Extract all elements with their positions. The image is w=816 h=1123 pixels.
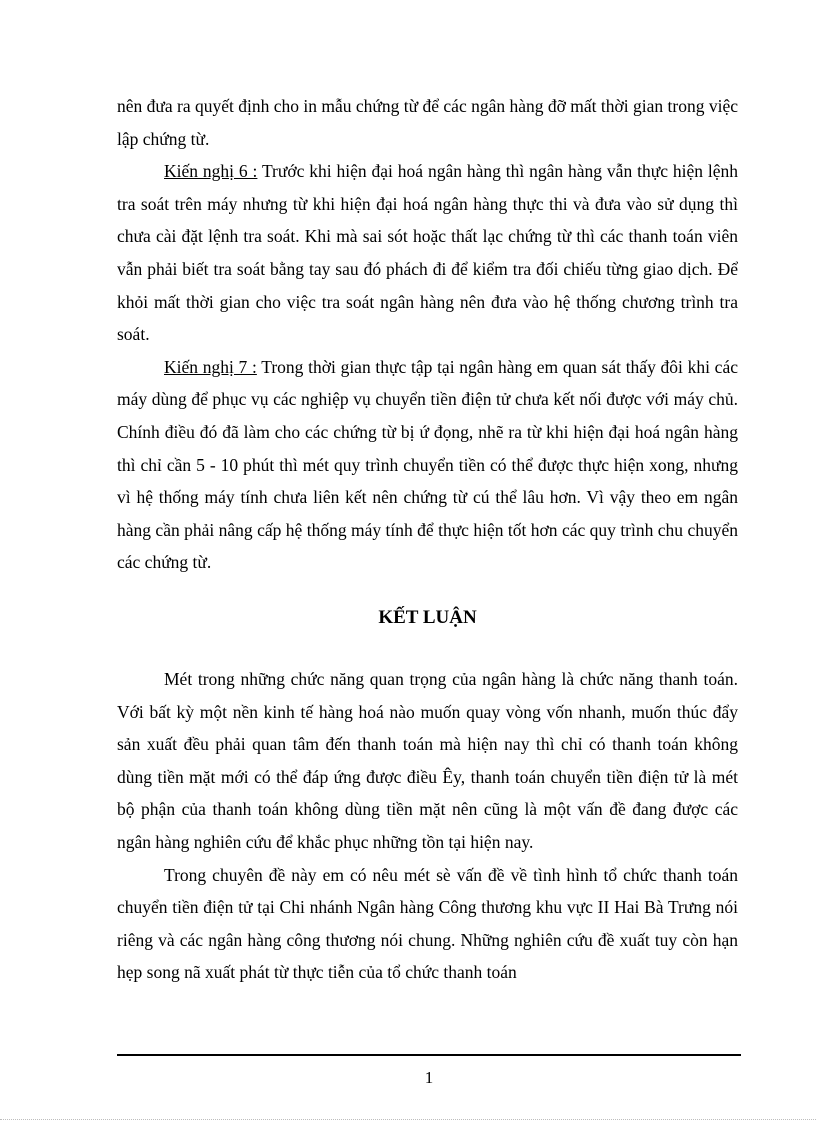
kien-nghi-7-text: Trong thời gian thực tập tại ngân hàng em quan sát thấy đôi khi các máy dùng để phục vụ các nghiệp vụ chuyển tiền điện tử chưa kết nối được với máy chủ. Chính điều đó đã làm cho các chứng từ bị ứ đọng, nhẽ ra từ khi hiện đại hoá ngân hàng thì chỉ cần 5 - 10 phút thì mét quy trình chuyển tiền có thể được thực hiện xong, nhưng vì hệ thống máy tính chưa liên kết nên chứng từ cú thể lâu hơn. Vì vậy theo em ngân hàng cần phải nâng cấp hệ thống máy tính để thực hiện tốt hơn các quy trình chu chuyển các chứng từ.	[117, 356, 738, 573]
conclusion-paragraph-1: Mét trong những chức năng quan trọng của ngân hàng là chức năng thanh toán. Với bất kỳ một nền kinh tế hàng hoá nào muốn quay vòng vốn nhanh, muốn thúc đẩy sản xuất đều phải quan tâm đến thanh toán mà hiện nay thì chỉ có thanh toán không dùng tiền mặt mới có thể đáp ứng được điều Êy, thanh toán chuyển tiền điện tử là mét bộ phận của thanh toán không dùng tiền mặt nên cũng là một vấn đề đang được các ngân hàng nghiên cứu để khắc phục những tồn tại hiện nay.	[117, 669, 738, 852]
kien-nghi-6-text: Trước khi hiện đại hoá ngân hàng thì ngân hàng vẫn thực hiện lệnh tra soát trên máy nhưng từ khi hiện đại hoá ngân hàng thực thi và đưa vào sử dụng thì chưa cài đặt lệnh tra soát. Khi mà sai sót hoặc thất lạc chứng từ thì các thanh toán viên vẫn phải biết tra soát bằng tay sau đó phách đi để kiểm tra đối chiếu từng giao dịch. Để khỏi mất thời gian cho việc tra soát ngân hàng nên đưa vào hệ thống chương trình tra soát.	[117, 161, 738, 345]
kien-nghi-7-label: Kiến nghị 7 :	[164, 356, 257, 377]
body-section-recommendations	[117, 90, 738, 579]
paragraph-kien-nghi-6	[117, 155, 738, 351]
paragraph-kien-nghi-7	[117, 351, 738, 579]
conclusion-paragraph-2: Trong chuyên đề này em có nêu mét sè vấn đề về tình hình tổ chức thanh toán chuyển tiền điện tử tại Chi nhánh Ngân hàng Công thương khu vực II Hai Bà Trưng nói riêng và các ngân hàng công thương nói chung. Những nghiên cứu đề xuất tuy còn hạn hẹp song nã xuất phát từ thực tiễn của tổ chức thanh toán	[117, 864, 738, 983]
paragraph-continuation: nên đưa ra quyết định cho in mẫu chứng từ để các ngân hàng đỡ mất thời gian trong việc lập chứng từ.	[117, 96, 738, 149]
conclusion-heading: KẾT LUẬN	[378, 607, 477, 628]
body-section-conclusion	[117, 663, 738, 989]
page-number: 1	[424, 1068, 434, 1087]
footer-divider	[117, 1054, 741, 1056]
kien-nghi-6-label: Kiến nghị 6 :	[164, 161, 258, 182]
page-bottom-dotted-edge	[0, 1119, 816, 1120]
